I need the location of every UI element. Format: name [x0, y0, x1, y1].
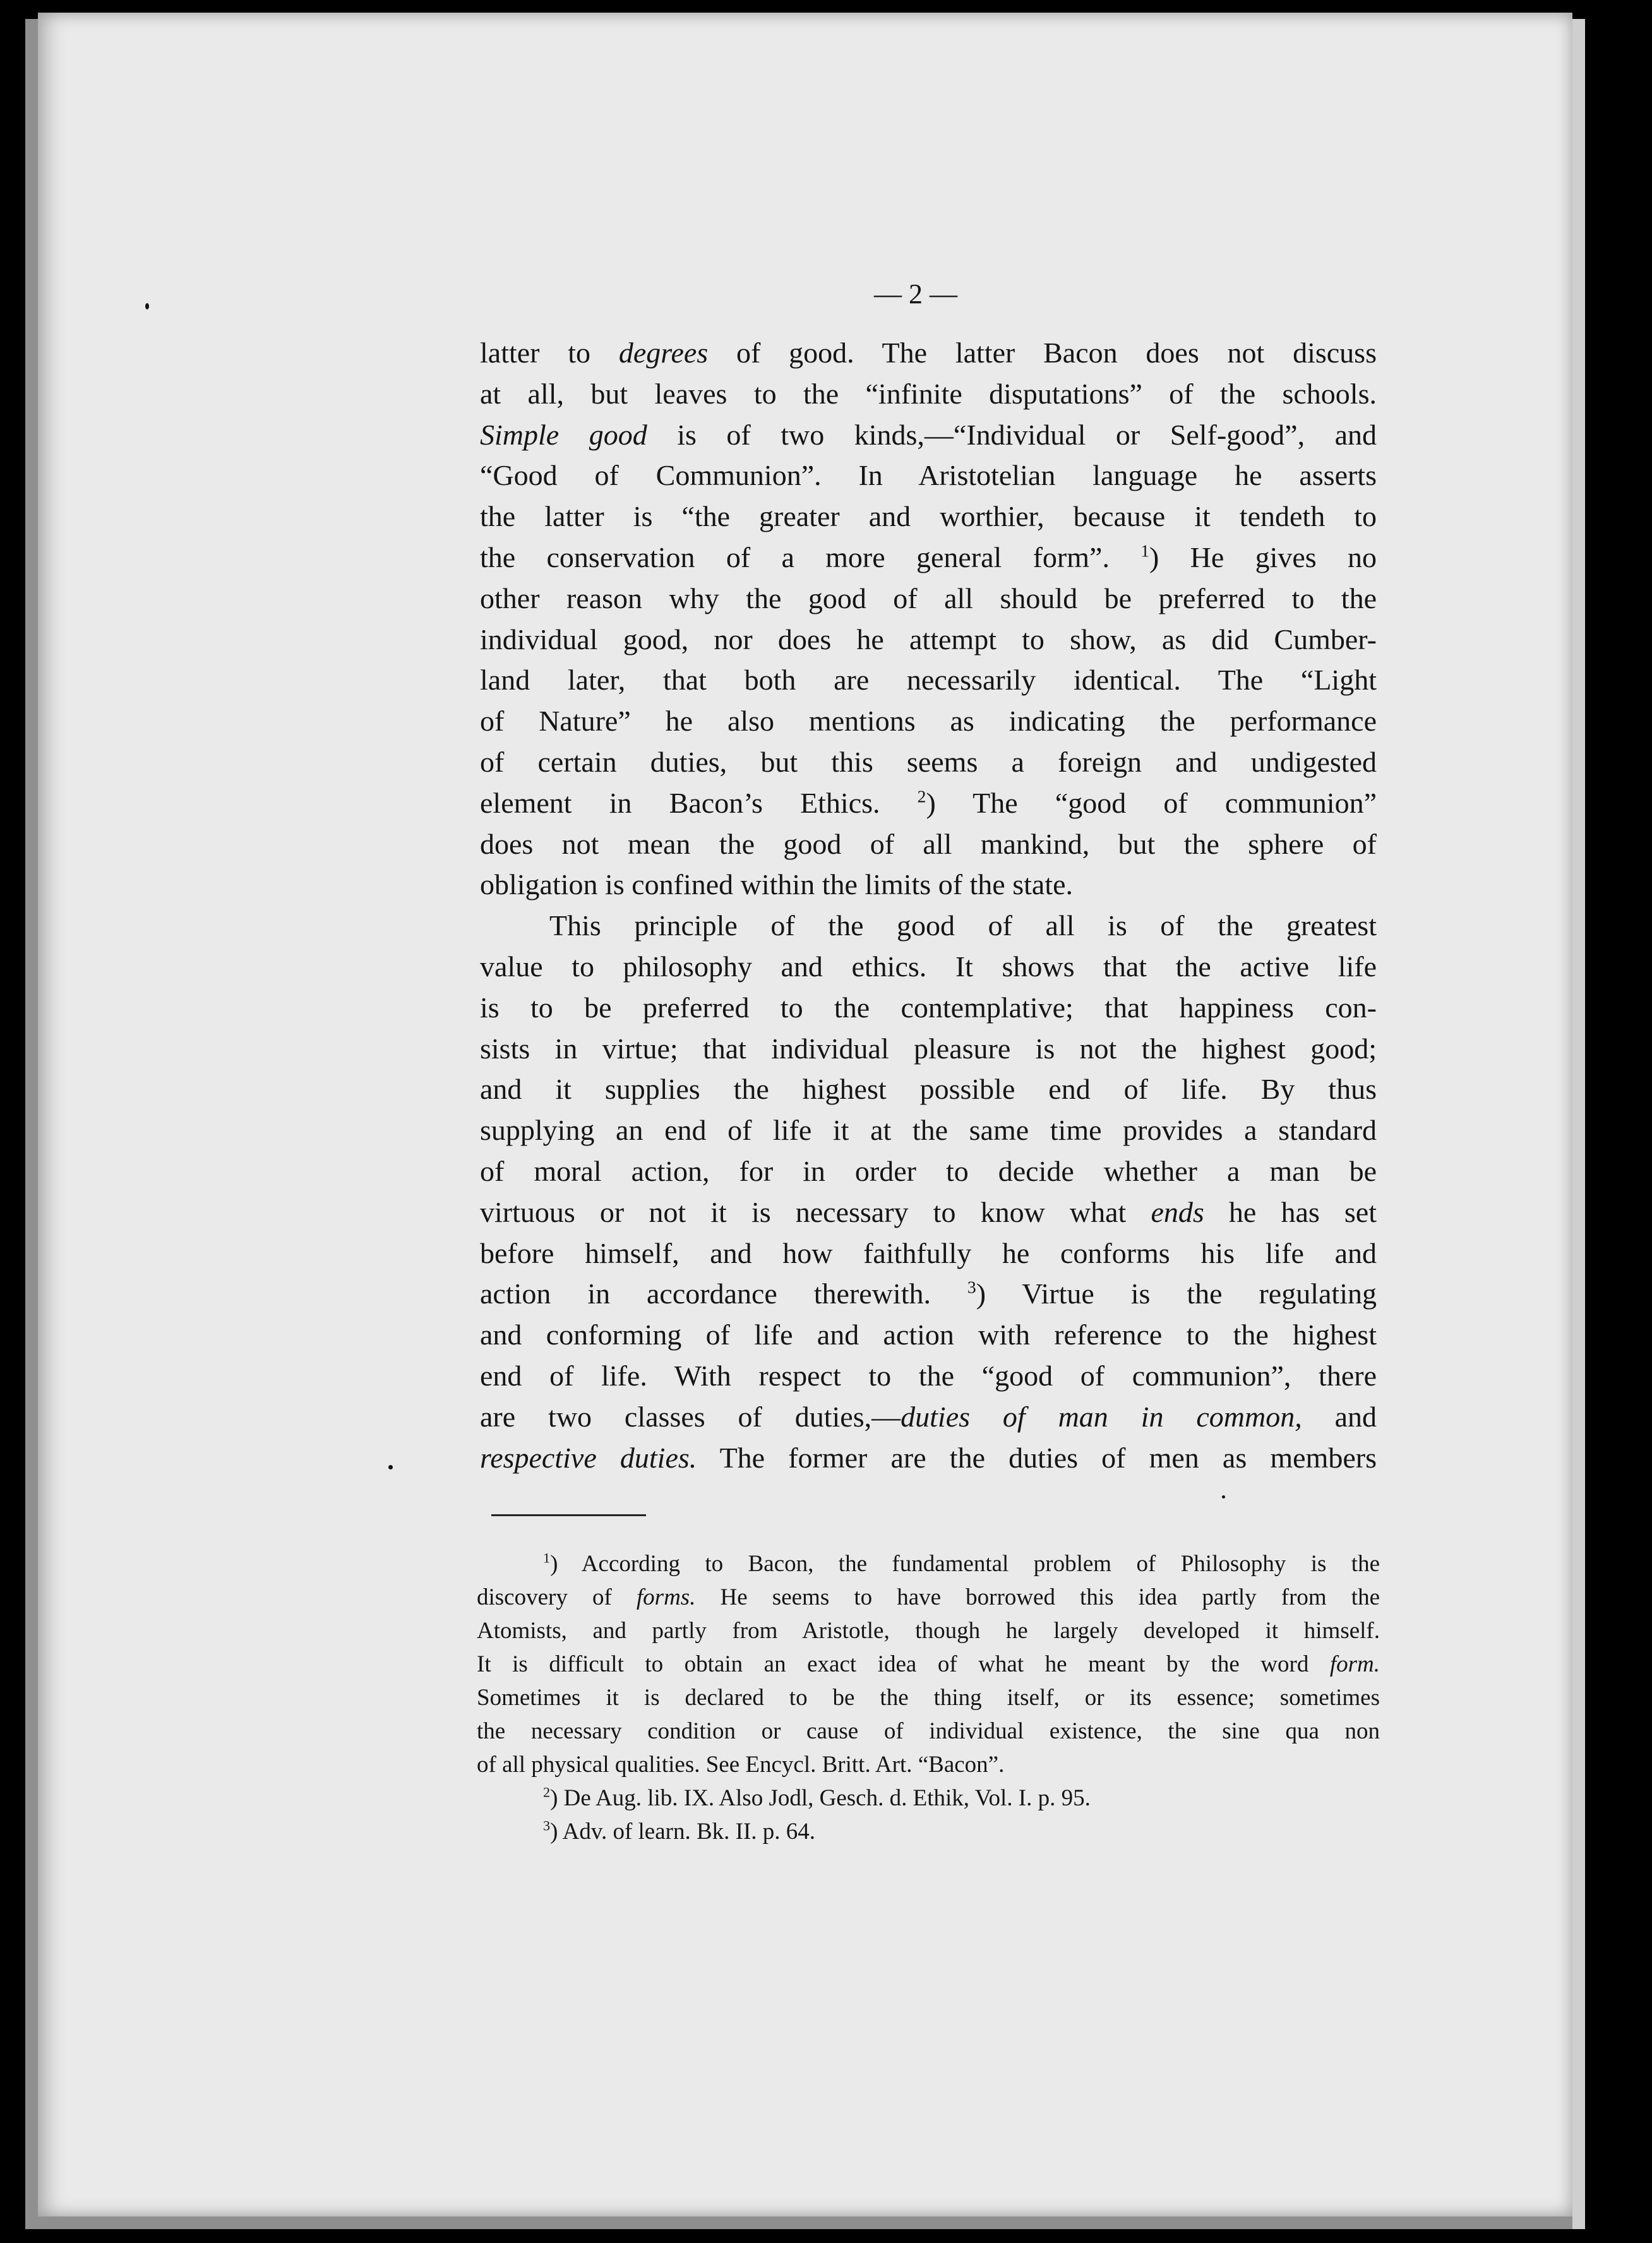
italic-text: respective duties. [480, 1441, 697, 1474]
text-line [480, 1356, 1377, 1397]
text-run: ) He gives no [1149, 541, 1377, 573]
text-run: is of two kinds,—“Individual or Self-good”, and [647, 418, 1377, 451]
page-edge-strip [1572, 19, 1585, 2229]
footnote-rule [491, 1514, 646, 1516]
text-line [480, 1315, 1377, 1356]
footnote-marker: 1 [543, 1550, 551, 1566]
text-run: he has set [1204, 1195, 1377, 1228]
text-run: ) Adv. of learn. Bk. II. p. 64. [550, 1819, 816, 1845]
text-run: the conservation of a more general form”. [480, 541, 1141, 573]
text-line [480, 1029, 1377, 1070]
footnote-line [477, 1681, 1380, 1714]
text-line [480, 1110, 1377, 1151]
footnote-line [477, 1547, 1380, 1581]
text-line [480, 742, 1377, 783]
text-line [480, 783, 1377, 824]
text-line [480, 496, 1377, 537]
text-line [480, 824, 1377, 865]
text-run: of all physical qualities. See Encycl. Britt. Art. “Bacon”. [477, 1752, 1005, 1778]
text-run: supplying an end of life it at the same time provides a standard [480, 1114, 1377, 1147]
page-number: — 2 — [874, 278, 957, 309]
italic-text: form. [1329, 1651, 1380, 1677]
text-run: does not mean the good of all mankind, but the sphere of [480, 827, 1377, 860]
text-run: and [1302, 1400, 1377, 1433]
text-line [480, 947, 1377, 988]
footnote-line [477, 1714, 1380, 1748]
footnote-line [477, 1614, 1380, 1648]
footnote-line [477, 1781, 1380, 1815]
body-text [480, 333, 1377, 1478]
text-run: ) De Aug. lib. IX. Also Jodl, Gesch. d. Ethik, Vol. I. p. 95. [550, 1785, 1091, 1811]
text-run: This principle of the good of all is of the greatest [549, 909, 1377, 942]
text-run: ) The “good of communion” [926, 786, 1377, 819]
scan-speck [388, 1465, 393, 1469]
footnote-line [477, 1648, 1380, 1681]
text-run: of moral action, for in order to decide whether a man be [480, 1154, 1377, 1187]
text-run: value to philosophy and ethics. It shows that the active life [480, 950, 1377, 983]
italic-text: Simple good [480, 418, 647, 451]
italic-text: duties of man in common, [901, 1400, 1302, 1433]
text-run: individual good, nor does he attempt to show, as did Cumber- [480, 623, 1377, 655]
text-run: It is difficult to obtain an exact idea of what he meant by the word [477, 1651, 1330, 1677]
text-run: Sometimes it is declared to be the thing itself, or its essence; sometimes [477, 1685, 1380, 1711]
text-run: obligation is confined within the limits of the state. [480, 868, 1074, 901]
text-run: virtuous or not it is necessary to know what [480, 1195, 1151, 1228]
text-line [480, 1192, 1377, 1233]
text-line [480, 374, 1377, 415]
italic-text: degrees [618, 337, 709, 369]
text-run: of certain duties, but this seems a foreign and undigested [480, 745, 1377, 778]
text-run: at all, but leaves to the “infinite disputations” of the schools. [480, 377, 1377, 410]
text-run: land later, that both are necessarily identical. The “Light [480, 664, 1377, 697]
text-run: the necessary condition or cause of individual existence, the sine qua non [477, 1718, 1380, 1744]
text-line [480, 455, 1377, 496]
scan-speck [1222, 1495, 1225, 1498]
footnote-line [477, 1581, 1380, 1614]
text-line [480, 1274, 1377, 1315]
text-run: He seems to have borrowed this idea partly from the [695, 1584, 1380, 1610]
italic-text: ends [1151, 1195, 1204, 1228]
text-line [480, 619, 1377, 661]
scan-border [1585, 19, 1652, 2229]
footnote-line [477, 1815, 1380, 1848]
text-line [480, 578, 1377, 619]
text-run: ) Virtue is the regulating [976, 1277, 1377, 1310]
text-run: action in accordance therewith. [480, 1277, 967, 1310]
footnote-marker: 1 [1140, 541, 1150, 561]
footnotes [477, 1547, 1380, 1848]
text-run: Atomists, and partly from Aristotle, though he largely developed it himself. [477, 1618, 1380, 1644]
text-run: The former are the duties of men as members [697, 1441, 1377, 1474]
text-line [480, 1151, 1377, 1192]
text-line [480, 1397, 1377, 1438]
text-run: the latter is “the greater and worthier, because it tendeth to [480, 500, 1377, 533]
footnote-marker: 2 [543, 1784, 551, 1800]
footnote-marker: 2 [917, 786, 926, 806]
text-line [480, 864, 1377, 906]
text-run: sists in virtue; that individual pleasure is not the highest good; [480, 1032, 1377, 1065]
text-run: element in Bacon’s Ethics. [480, 786, 918, 819]
text-line [480, 701, 1377, 742]
text-line [480, 1069, 1377, 1110]
text-run: ) According to Bacon, the fundamental problem of Philosophy is the [550, 1551, 1380, 1577]
text-line [480, 988, 1377, 1029]
footnote-marker: 3 [543, 1817, 551, 1834]
text-run: of Nature” he also mentions as indicating the performance [480, 705, 1377, 738]
text-run: before himself, and how faithfully he conforms his life and [480, 1236, 1377, 1269]
text-line [480, 1438, 1377, 1479]
text-line [480, 537, 1377, 578]
text-line [480, 333, 1377, 374]
text-line [480, 415, 1377, 456]
text-run: end of life. With respect to the “good of communion”, there [480, 1359, 1377, 1392]
text-run: is to be preferred to the contemplative; that happiness con- [480, 991, 1377, 1024]
footnote-line [477, 1748, 1380, 1781]
text-line [480, 1233, 1377, 1274]
text-run: discovery of [477, 1584, 637, 1610]
text-line [480, 660, 1377, 701]
text-run: other reason why the good of all should be preferred to the [480, 582, 1377, 614]
text-run: and it supplies the highest possible end of life. By thus [480, 1073, 1377, 1106]
text-line [480, 906, 1377, 947]
text-run: “Good of Communion”. In Aristotelian language he asserts [480, 459, 1377, 492]
text-run: and conforming of life and action with reference to the highest [480, 1319, 1377, 1351]
text-run: of good. The latter Bacon does not discuss [708, 337, 1377, 369]
text-run: are two classes of duties,— [480, 1400, 901, 1433]
italic-text: forms. [636, 1584, 696, 1610]
text-run: latter to [480, 337, 619, 369]
footnote-marker: 3 [967, 1277, 976, 1297]
